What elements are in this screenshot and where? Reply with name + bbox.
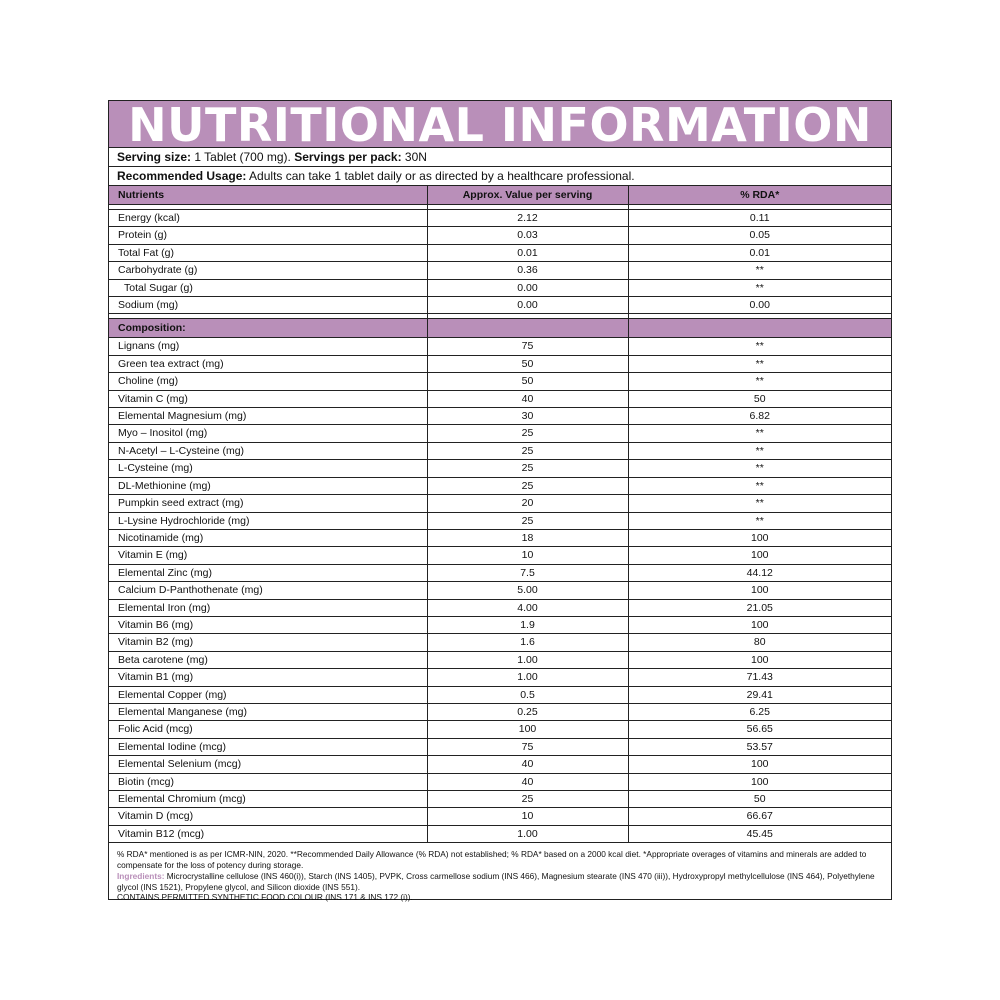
nutrient-name: N-Acetyl – L-Cysteine (mg) bbox=[109, 442, 427, 459]
nutrient-rda: 6.25 bbox=[628, 703, 891, 720]
nutrient-name: Green tea extract (mg) bbox=[109, 355, 427, 372]
table-row bbox=[109, 703, 891, 720]
table-row bbox=[109, 338, 891, 355]
nutrient-rda: 0.00 bbox=[628, 297, 891, 314]
table-row bbox=[109, 599, 891, 616]
ingredients-text: Microcrystalline cellulose (INS 460(i)), Starch (INS 1405), PVPK, Cross carmellose sodium (INS 466), Magnesium stearate (INS 470 (iii)), Hydroxypropyl methylcellulose (INS 464), Polyethylene glycol (INS 1521), Propylene glycol, and Silicon dioxide (INS 551). bbox=[117, 870, 875, 892]
nutrient-value: 7.5 bbox=[427, 564, 628, 581]
nutrient-rda: 45.45 bbox=[628, 825, 891, 842]
nutrient-value: 100 bbox=[427, 721, 628, 738]
nutrient-rda: 100 bbox=[628, 773, 891, 790]
nutrition-panel bbox=[108, 100, 892, 903]
nutrient-rda: 0.11 bbox=[628, 210, 891, 227]
table-row bbox=[109, 425, 891, 442]
table-row bbox=[109, 686, 891, 703]
nutrient-rda: ** bbox=[628, 442, 891, 459]
nutrient-value: 40 bbox=[427, 390, 628, 407]
serving-size-label: Serving size: bbox=[117, 150, 192, 164]
nutrient-name: Total Sugar (g) bbox=[109, 279, 427, 296]
table-row bbox=[109, 634, 891, 651]
nutrient-value: 0.5 bbox=[427, 686, 628, 703]
nutrient-rda: 80 bbox=[628, 634, 891, 651]
nutrient-name: Vitamin E (mg) bbox=[109, 547, 427, 564]
table-row bbox=[109, 279, 891, 296]
nutrient-rda: 0.01 bbox=[628, 244, 891, 261]
table-row bbox=[109, 210, 891, 227]
table-row bbox=[109, 756, 891, 773]
nutrient-name: Myo – Inositol (mg) bbox=[109, 425, 427, 442]
nutrient-name: Vitamin B6 (mg) bbox=[109, 616, 427, 633]
nutrient-name: Vitamin B12 (mcg) bbox=[109, 825, 427, 842]
header-nutrients: Nutrients bbox=[109, 186, 427, 205]
nutrient-name: Elemental Iron (mg) bbox=[109, 599, 427, 616]
table-row bbox=[109, 355, 891, 372]
ingredients-label: Ingredients: bbox=[117, 870, 165, 881]
nutrient-value: 30 bbox=[427, 408, 628, 425]
nutrient-value: 20 bbox=[427, 495, 628, 512]
nutrient-value: 50 bbox=[427, 355, 628, 372]
table-row bbox=[109, 721, 891, 738]
table-row bbox=[109, 669, 891, 686]
nutrient-rda: ** bbox=[628, 495, 891, 512]
nutrient-rda: 50 bbox=[628, 390, 891, 407]
composition-blank-1 bbox=[427, 319, 628, 338]
table-row bbox=[109, 390, 891, 407]
table-row bbox=[109, 616, 891, 633]
table-row bbox=[109, 244, 891, 261]
nutrient-name: Pumpkin seed extract (mg) bbox=[109, 495, 427, 512]
table-row bbox=[109, 529, 891, 546]
nutrient-value: 25 bbox=[427, 477, 628, 494]
table-row bbox=[109, 442, 891, 459]
table-row bbox=[109, 495, 891, 512]
table-row bbox=[109, 408, 891, 425]
nutrient-value: 1.6 bbox=[427, 634, 628, 651]
nutrient-rda: 100 bbox=[628, 651, 891, 668]
usage-value: Adults can take 1 tablet daily or as directed by a healthcare professional. bbox=[246, 169, 635, 183]
nutrient-name: L-Cysteine (mg) bbox=[109, 460, 427, 477]
nutrient-rda: 100 bbox=[628, 547, 891, 564]
table-row bbox=[109, 460, 891, 477]
nutrient-name: Vitamin D (mcg) bbox=[109, 808, 427, 825]
nutrient-rda: 44.12 bbox=[628, 564, 891, 581]
nutrient-rda: ** bbox=[628, 512, 891, 529]
table-row bbox=[109, 791, 891, 808]
serving-size-value: 1 Tablet (700 mg). bbox=[191, 150, 295, 164]
nutrient-name: Lignans (mg) bbox=[109, 338, 427, 355]
nutrient-value: 25 bbox=[427, 512, 628, 529]
servings-per-pack-value: 30N bbox=[401, 150, 427, 164]
nutrient-value: 10 bbox=[427, 808, 628, 825]
composition-header bbox=[109, 319, 891, 338]
colour-note: CONTAINS PERMITTED SYNTHETIC FOOD COLOUR (INS 171 & INS 172 (i)). bbox=[117, 892, 413, 903]
nutrient-value: 4.00 bbox=[427, 599, 628, 616]
nutrient-name: Elemental Copper (mg) bbox=[109, 686, 427, 703]
table-row bbox=[109, 582, 891, 599]
table-row bbox=[109, 808, 891, 825]
rda-footnote: % RDA* mentioned is as per ICMR-NIN, 2020. **Recommended Daily Allowance (% RDA) not established; % RDA* based on a 2000 kcal diet. *Appropriate overages of vitamins and minerals are added to compensate for the loss of potency during storage. bbox=[117, 849, 867, 871]
table-row bbox=[109, 825, 891, 842]
nutrient-name: Vitamin B2 (mg) bbox=[109, 634, 427, 651]
nutrient-name: Protein (g) bbox=[109, 227, 427, 244]
table-row bbox=[109, 773, 891, 790]
nutrient-rda: 100 bbox=[628, 616, 891, 633]
nutrient-name: Elemental Zinc (mg) bbox=[109, 564, 427, 581]
nutrient-name: Elemental Iodine (mcg) bbox=[109, 738, 427, 755]
nutrient-name: Total Fat (g) bbox=[109, 244, 427, 261]
nutrient-rda: ** bbox=[628, 460, 891, 477]
nutrient-rda: 29.41 bbox=[628, 686, 891, 703]
table-row bbox=[109, 651, 891, 668]
nutrient-value: 2.12 bbox=[427, 210, 628, 227]
footnotes bbox=[109, 843, 891, 903]
nutrient-name: Beta carotene (mg) bbox=[109, 651, 427, 668]
nutrient-rda: ** bbox=[628, 425, 891, 442]
table-row bbox=[109, 373, 891, 390]
table-header bbox=[109, 186, 891, 205]
nutrient-rda: 53.57 bbox=[628, 738, 891, 755]
table-row bbox=[109, 564, 891, 581]
nutrient-value: 0.00 bbox=[427, 297, 628, 314]
nutrient-value: 1.00 bbox=[427, 651, 628, 668]
nutrient-rda: 0.05 bbox=[628, 227, 891, 244]
nutrient-rda: 100 bbox=[628, 582, 891, 599]
usage-info bbox=[109, 167, 891, 186]
nutrient-value: 75 bbox=[427, 738, 628, 755]
nutrient-name: Vitamin B1 (mg) bbox=[109, 669, 427, 686]
table-row bbox=[109, 512, 891, 529]
nutrient-rda: 21.05 bbox=[628, 599, 891, 616]
nutrient-name: Sodium (mg) bbox=[109, 297, 427, 314]
nutrient-name: Elemental Magnesium (mg) bbox=[109, 408, 427, 425]
nutrient-rda: ** bbox=[628, 477, 891, 494]
nutrient-value: 40 bbox=[427, 773, 628, 790]
nutrient-rda: ** bbox=[628, 279, 891, 296]
nutrient-rda: 50 bbox=[628, 791, 891, 808]
servings-per-pack-label: Servings per pack: bbox=[294, 150, 402, 164]
nutrient-value: 5.00 bbox=[427, 582, 628, 599]
composition-blank-2 bbox=[628, 319, 891, 338]
nutrient-rda: 66.67 bbox=[628, 808, 891, 825]
nutrient-value: 50 bbox=[427, 373, 628, 390]
nutrient-value: 0.01 bbox=[427, 244, 628, 261]
usage-label: Recommended Usage: bbox=[117, 169, 247, 183]
table-row bbox=[109, 262, 891, 279]
nutrient-name: L-Lysine Hydrochloride (mg) bbox=[109, 512, 427, 529]
nutrient-name: DL-Methionine (mg) bbox=[109, 477, 427, 494]
nutrient-name: Elemental Chromium (mcg) bbox=[109, 791, 427, 808]
nutrient-rda: ** bbox=[628, 373, 891, 390]
nutrient-value: 0.00 bbox=[427, 279, 628, 296]
nutrient-rda: 100 bbox=[628, 756, 891, 773]
composition-label: Composition: bbox=[109, 319, 427, 338]
table-row bbox=[109, 227, 891, 244]
table-row bbox=[109, 738, 891, 755]
nutrient-value: 10 bbox=[427, 547, 628, 564]
header-rda: % RDA* bbox=[628, 186, 891, 205]
nutrient-value: 1.00 bbox=[427, 825, 628, 842]
nutrient-value: 18 bbox=[427, 529, 628, 546]
nutrient-value: 25 bbox=[427, 425, 628, 442]
nutrient-rda: 6.82 bbox=[628, 408, 891, 425]
nutrient-name: Energy (kcal) bbox=[109, 210, 427, 227]
table-row bbox=[109, 477, 891, 494]
nutrient-value: 0.03 bbox=[427, 227, 628, 244]
nutrient-name: Vitamin C (mg) bbox=[109, 390, 427, 407]
nutrient-rda: 56.65 bbox=[628, 721, 891, 738]
nutrient-value: 40 bbox=[427, 756, 628, 773]
nutrient-name: Folic Acid (mcg) bbox=[109, 721, 427, 738]
nutrient-name: Calcium D-Panthothenate (mg) bbox=[109, 582, 427, 599]
ingredients-line bbox=[117, 871, 883, 893]
nutrient-rda: ** bbox=[628, 355, 891, 372]
nutrient-name: Biotin (mcg) bbox=[109, 773, 427, 790]
nutrient-name: Choline (mg) bbox=[109, 373, 427, 390]
header-value: Approx. Value per serving bbox=[427, 186, 628, 205]
nutrition-table bbox=[109, 186, 891, 843]
nutrient-name: Carbohydrate (g) bbox=[109, 262, 427, 279]
nutrient-name: Elemental Manganese (mg) bbox=[109, 703, 427, 720]
nutrient-rda: ** bbox=[628, 338, 891, 355]
nutrient-value: 25 bbox=[427, 791, 628, 808]
nutrient-rda: 100 bbox=[628, 529, 891, 546]
nutrient-value: 25 bbox=[427, 442, 628, 459]
nutrient-value: 1.9 bbox=[427, 616, 628, 633]
table-row bbox=[109, 297, 891, 314]
nutrient-value: 25 bbox=[427, 460, 628, 477]
nutrient-rda: ** bbox=[628, 262, 891, 279]
nutrient-rda: 71.43 bbox=[628, 669, 891, 686]
table-row bbox=[109, 547, 891, 564]
serving-info bbox=[109, 148, 891, 167]
nutrient-name: Elemental Selenium (mcg) bbox=[109, 756, 427, 773]
nutrient-value: 1.00 bbox=[427, 669, 628, 686]
nutrient-value: 75 bbox=[427, 338, 628, 355]
nutrient-value: 0.36 bbox=[427, 262, 628, 279]
panel-title: NUTRITIONAL INFORMATION bbox=[109, 101, 891, 148]
nutrient-value: 0.25 bbox=[427, 703, 628, 720]
nutrient-name: Nicotinamide (mg) bbox=[109, 529, 427, 546]
